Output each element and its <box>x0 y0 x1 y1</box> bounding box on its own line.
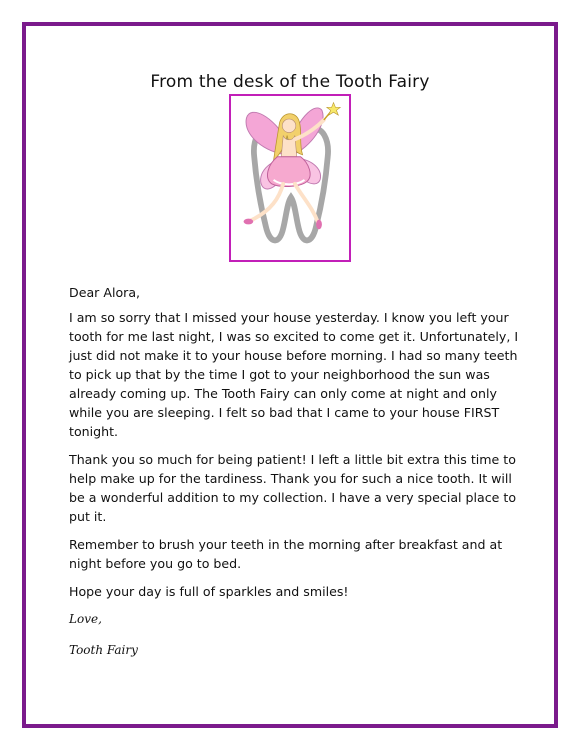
skirt <box>268 157 311 187</box>
letter-title: From the desk of the Tooth Fairy <box>150 72 430 92</box>
greeting: Dear Alora, <box>69 285 141 300</box>
tooth-fairy-illustration <box>229 94 351 262</box>
shoe-right <box>316 220 322 230</box>
tooth-fairy-icon <box>231 96 349 260</box>
paragraph-2: Thank you so much for being patient! I left a little bit extra this time to help make up for the tardiness. Thank you for such a nice tooth. It will be a wonderful addition to my collection. I have a very special place to put it. <box>69 452 517 524</box>
paragraph-4: Hope your day is full of sparkles and smiles! <box>69 584 349 599</box>
letter-body <box>69 283 519 669</box>
face <box>282 119 296 133</box>
shoe-left <box>244 219 254 225</box>
closing: Love, <box>69 612 102 626</box>
paragraph-3: Remember to brush your teeth in the morning after breakfast and at night before you go to bed. <box>69 537 503 571</box>
signature: Tooth Fairy <box>69 643 138 657</box>
paragraph-1: I am so sorry that I missed your house yesterday. I know you left your tooth for me last night, I was so excited to come get it. Unfortunately, I just did not make it to your house before morning. I had so many teeth to pick up that by the time I got to your neighborhood the sun was already coming up. The Tooth Fairy can only come at night and only while you are sleeping. I felt so bad that I came to your house FIRST tonight. <box>69 310 519 439</box>
